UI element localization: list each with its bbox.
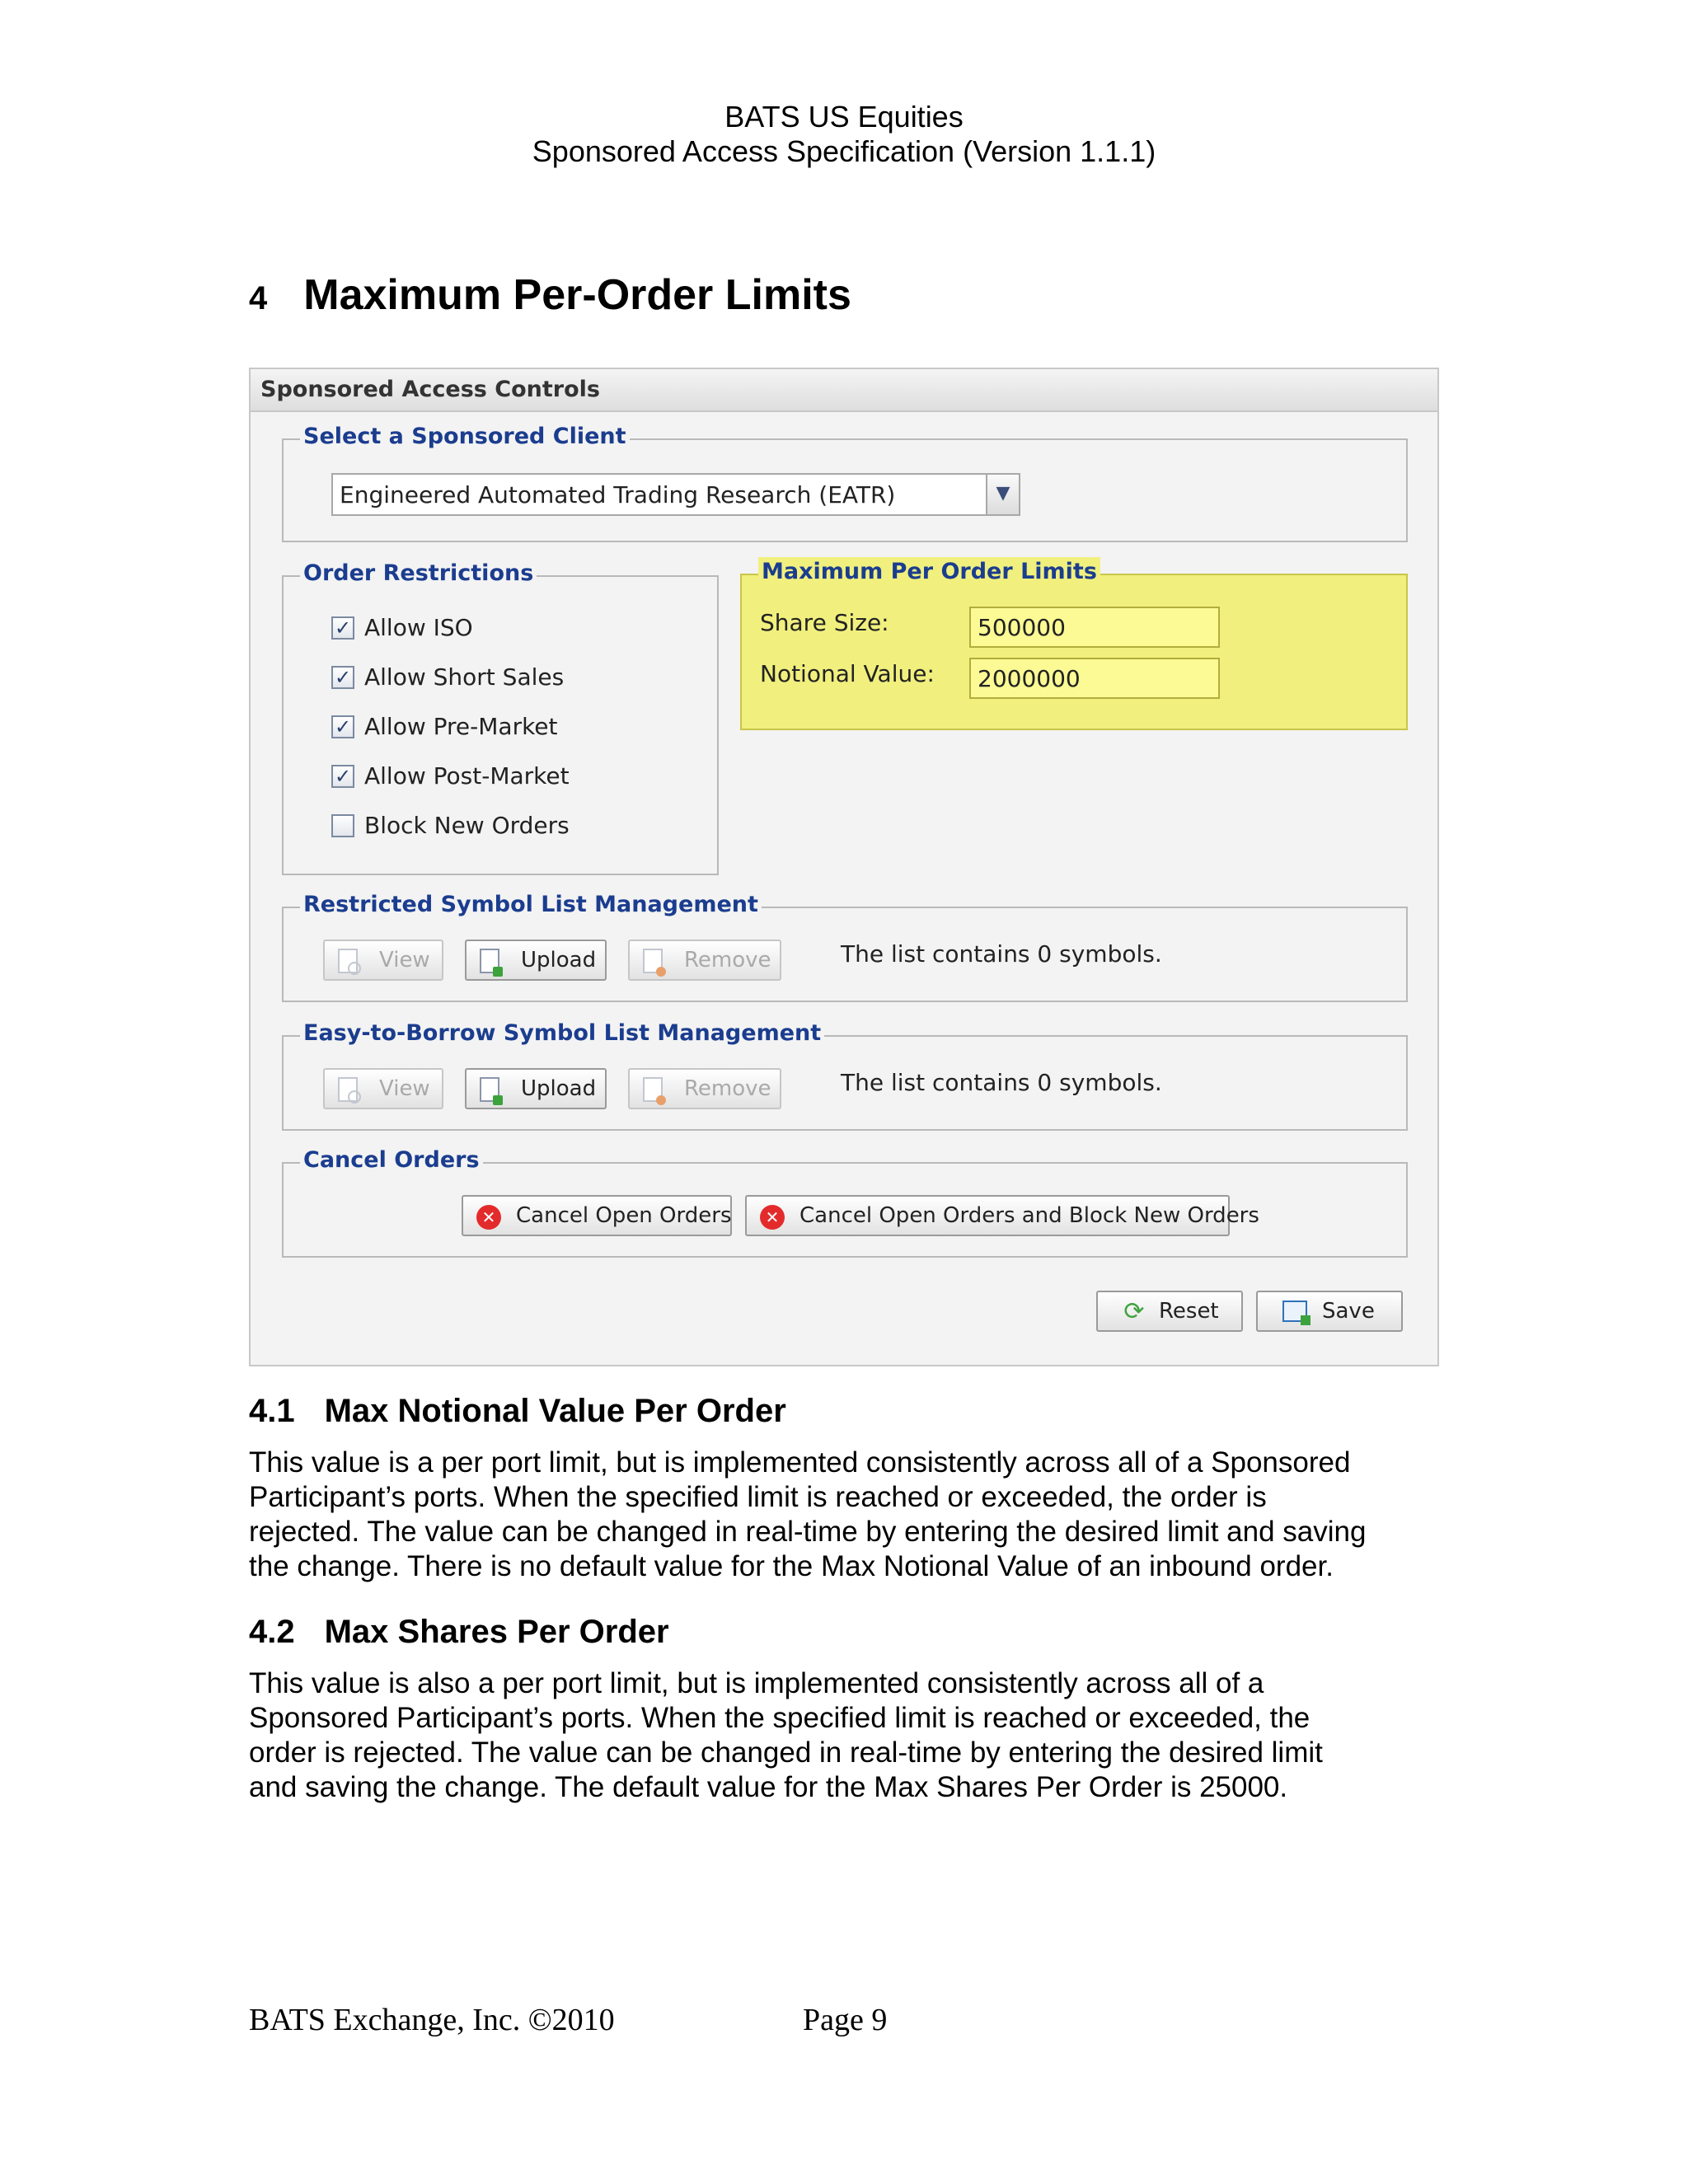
allow-pre-market-label: Allow Pre-Market (364, 713, 558, 740)
view-icon (338, 1077, 358, 1102)
paragraph-line: This value is a per port limit, but is implemented consistently across all of a Sponsored (249, 1446, 1351, 1479)
save-button[interactable] (1256, 1291, 1403, 1332)
reset-button[interactable] (1096, 1291, 1243, 1332)
restricted-view-button[interactable] (323, 940, 443, 981)
sponsored-access-panel (249, 368, 1439, 1366)
paragraph-line: Participant’s ports. When the specified limit is reached or exceeded, the order is (249, 1481, 1267, 1513)
restricted-remove-label: Remove (684, 948, 771, 972)
etb-upload-label: Upload (521, 1076, 597, 1101)
block-new-orders-checkbox[interactable] (331, 814, 354, 837)
etb-remove-button[interactable] (628, 1068, 781, 1109)
footer-page-number: Page 9 (803, 2003, 888, 2037)
restricted-view-label: View (379, 948, 430, 972)
upload-icon (480, 949, 499, 973)
client-legend: Select a Sponsored Client (300, 422, 630, 452)
cancel-and-block-button[interactable] (745, 1195, 1259, 1236)
refresh-icon: ⟳ (1123, 1297, 1145, 1326)
max-limits-group (740, 559, 1408, 730)
subsection-title: Max Shares Per Order (324, 1614, 669, 1650)
etb-remove-label: Remove (684, 1076, 771, 1101)
client-select-value: Engineered Automated Trading Research (EATR) (340, 481, 896, 509)
reset-label: Reset (1159, 1299, 1219, 1324)
restricted-upload-label: Upload (521, 948, 597, 972)
remove-icon (643, 949, 663, 973)
client-select[interactable] (331, 473, 1020, 516)
share-size-label: Share Size: (760, 609, 889, 636)
allow-post-market-checkbox[interactable]: ✓ (331, 765, 354, 788)
footer-company: BATS Exchange, Inc. ©2010 (249, 2003, 615, 2037)
section-heading (249, 269, 851, 325)
paragraph-line: Sponsored Participant’s ports. When the specified limit is reached or exceeded, the (249, 1702, 1311, 1734)
notional-value-input[interactable]: 2000000 (969, 658, 1220, 699)
allow-iso-label: Allow ISO (364, 614, 473, 641)
share-size-input[interactable]: 500000 (969, 607, 1220, 648)
save-label: Save (1322, 1299, 1375, 1324)
allow-short-sales-label: Allow Short Sales (364, 663, 565, 691)
cancel-orders-group (282, 1147, 1408, 1258)
restricted-upload-button[interactable] (465, 940, 607, 981)
paragraph-4-2 (249, 1666, 1444, 1805)
cancel-x-icon: ✕ (476, 1205, 501, 1230)
block-new-orders-label: Block New Orders (364, 812, 570, 839)
restricted-list-group (282, 892, 1408, 1002)
save-icon (1282, 1301, 1307, 1322)
cancel-open-orders-label: Cancel Open Orders (516, 1203, 732, 1228)
cancel-open-orders-button[interactable] (462, 1195, 732, 1236)
allow-post-market-label: Allow Post-Market (364, 762, 570, 790)
paragraph-line: and saving the change. The default value for the Max Shares Per Order is 25000. (249, 1771, 1288, 1803)
etb-list-status: The list contains 0 symbols. (841, 1069, 1162, 1096)
cancel-and-block-label: Cancel Open Orders and Block New Orders (799, 1203, 1259, 1228)
paragraph-line: rejected. The value can be changed in real-time by entering the desired limit and saving (249, 1516, 1367, 1548)
cancel-orders-legend: Cancel Orders (300, 1146, 483, 1175)
paragraph-4-1 (249, 1446, 1444, 1584)
header-line-1: BATS US Equities (724, 100, 964, 134)
etb-view-button[interactable] (323, 1068, 443, 1109)
etb-list-group (282, 1020, 1408, 1131)
allow-pre-market-checkbox[interactable]: ✓ (331, 715, 354, 738)
order-restrictions-group (282, 560, 719, 875)
cancel-x-icon: ✕ (760, 1205, 785, 1230)
allow-short-sales-checkbox[interactable]: ✓ (331, 666, 354, 689)
restricted-list-status: The list contains 0 symbols. (841, 940, 1162, 968)
paragraph-line: order is rejected. The value can be changed in real-time by entering the desired limit (249, 1736, 1323, 1769)
order-restrictions-legend: Order Restrictions (300, 559, 537, 588)
subsection-number: 4.1 (249, 1393, 295, 1429)
paragraph-line: This value is also a per port limit, but is implemented consistently across all of a (249, 1667, 1264, 1699)
subsection-title: Max Notional Value Per Order (324, 1393, 786, 1429)
client-group (282, 424, 1408, 542)
upload-icon (480, 1077, 499, 1102)
allow-iso-checkbox[interactable]: ✓ (331, 616, 354, 640)
restricted-list-legend: Restricted Symbol List Management (300, 890, 762, 920)
header-line-2: Sponsored Access Specification (Version 1.1.1) (532, 134, 1156, 168)
remove-icon (643, 1077, 663, 1102)
etb-upload-button[interactable] (465, 1068, 607, 1109)
subsection-heading-4-2 (249, 1612, 669, 1652)
restricted-remove-button[interactable] (628, 940, 781, 981)
section-number: 4 (249, 280, 268, 316)
notional-value-label: Notional Value: (760, 660, 935, 687)
max-limits-legend: Maximum Per Order Limits (758, 557, 1100, 587)
etb-view-label: View (379, 1076, 430, 1101)
etb-list-legend: Easy-to-Borrow Symbol List Management (300, 1019, 824, 1048)
panel-title: Sponsored Access Controls (251, 369, 1437, 412)
view-icon (338, 949, 358, 973)
chevron-down-icon[interactable]: ▼ (986, 475, 1019, 514)
section-title: Maximum Per-Order Limits (303, 271, 851, 319)
paragraph-line: the change. There is no default value for the Max Notional Value of an inbound order. (249, 1550, 1334, 1582)
subsection-heading-4-1 (249, 1391, 786, 1431)
subsection-number: 4.2 (249, 1614, 295, 1650)
